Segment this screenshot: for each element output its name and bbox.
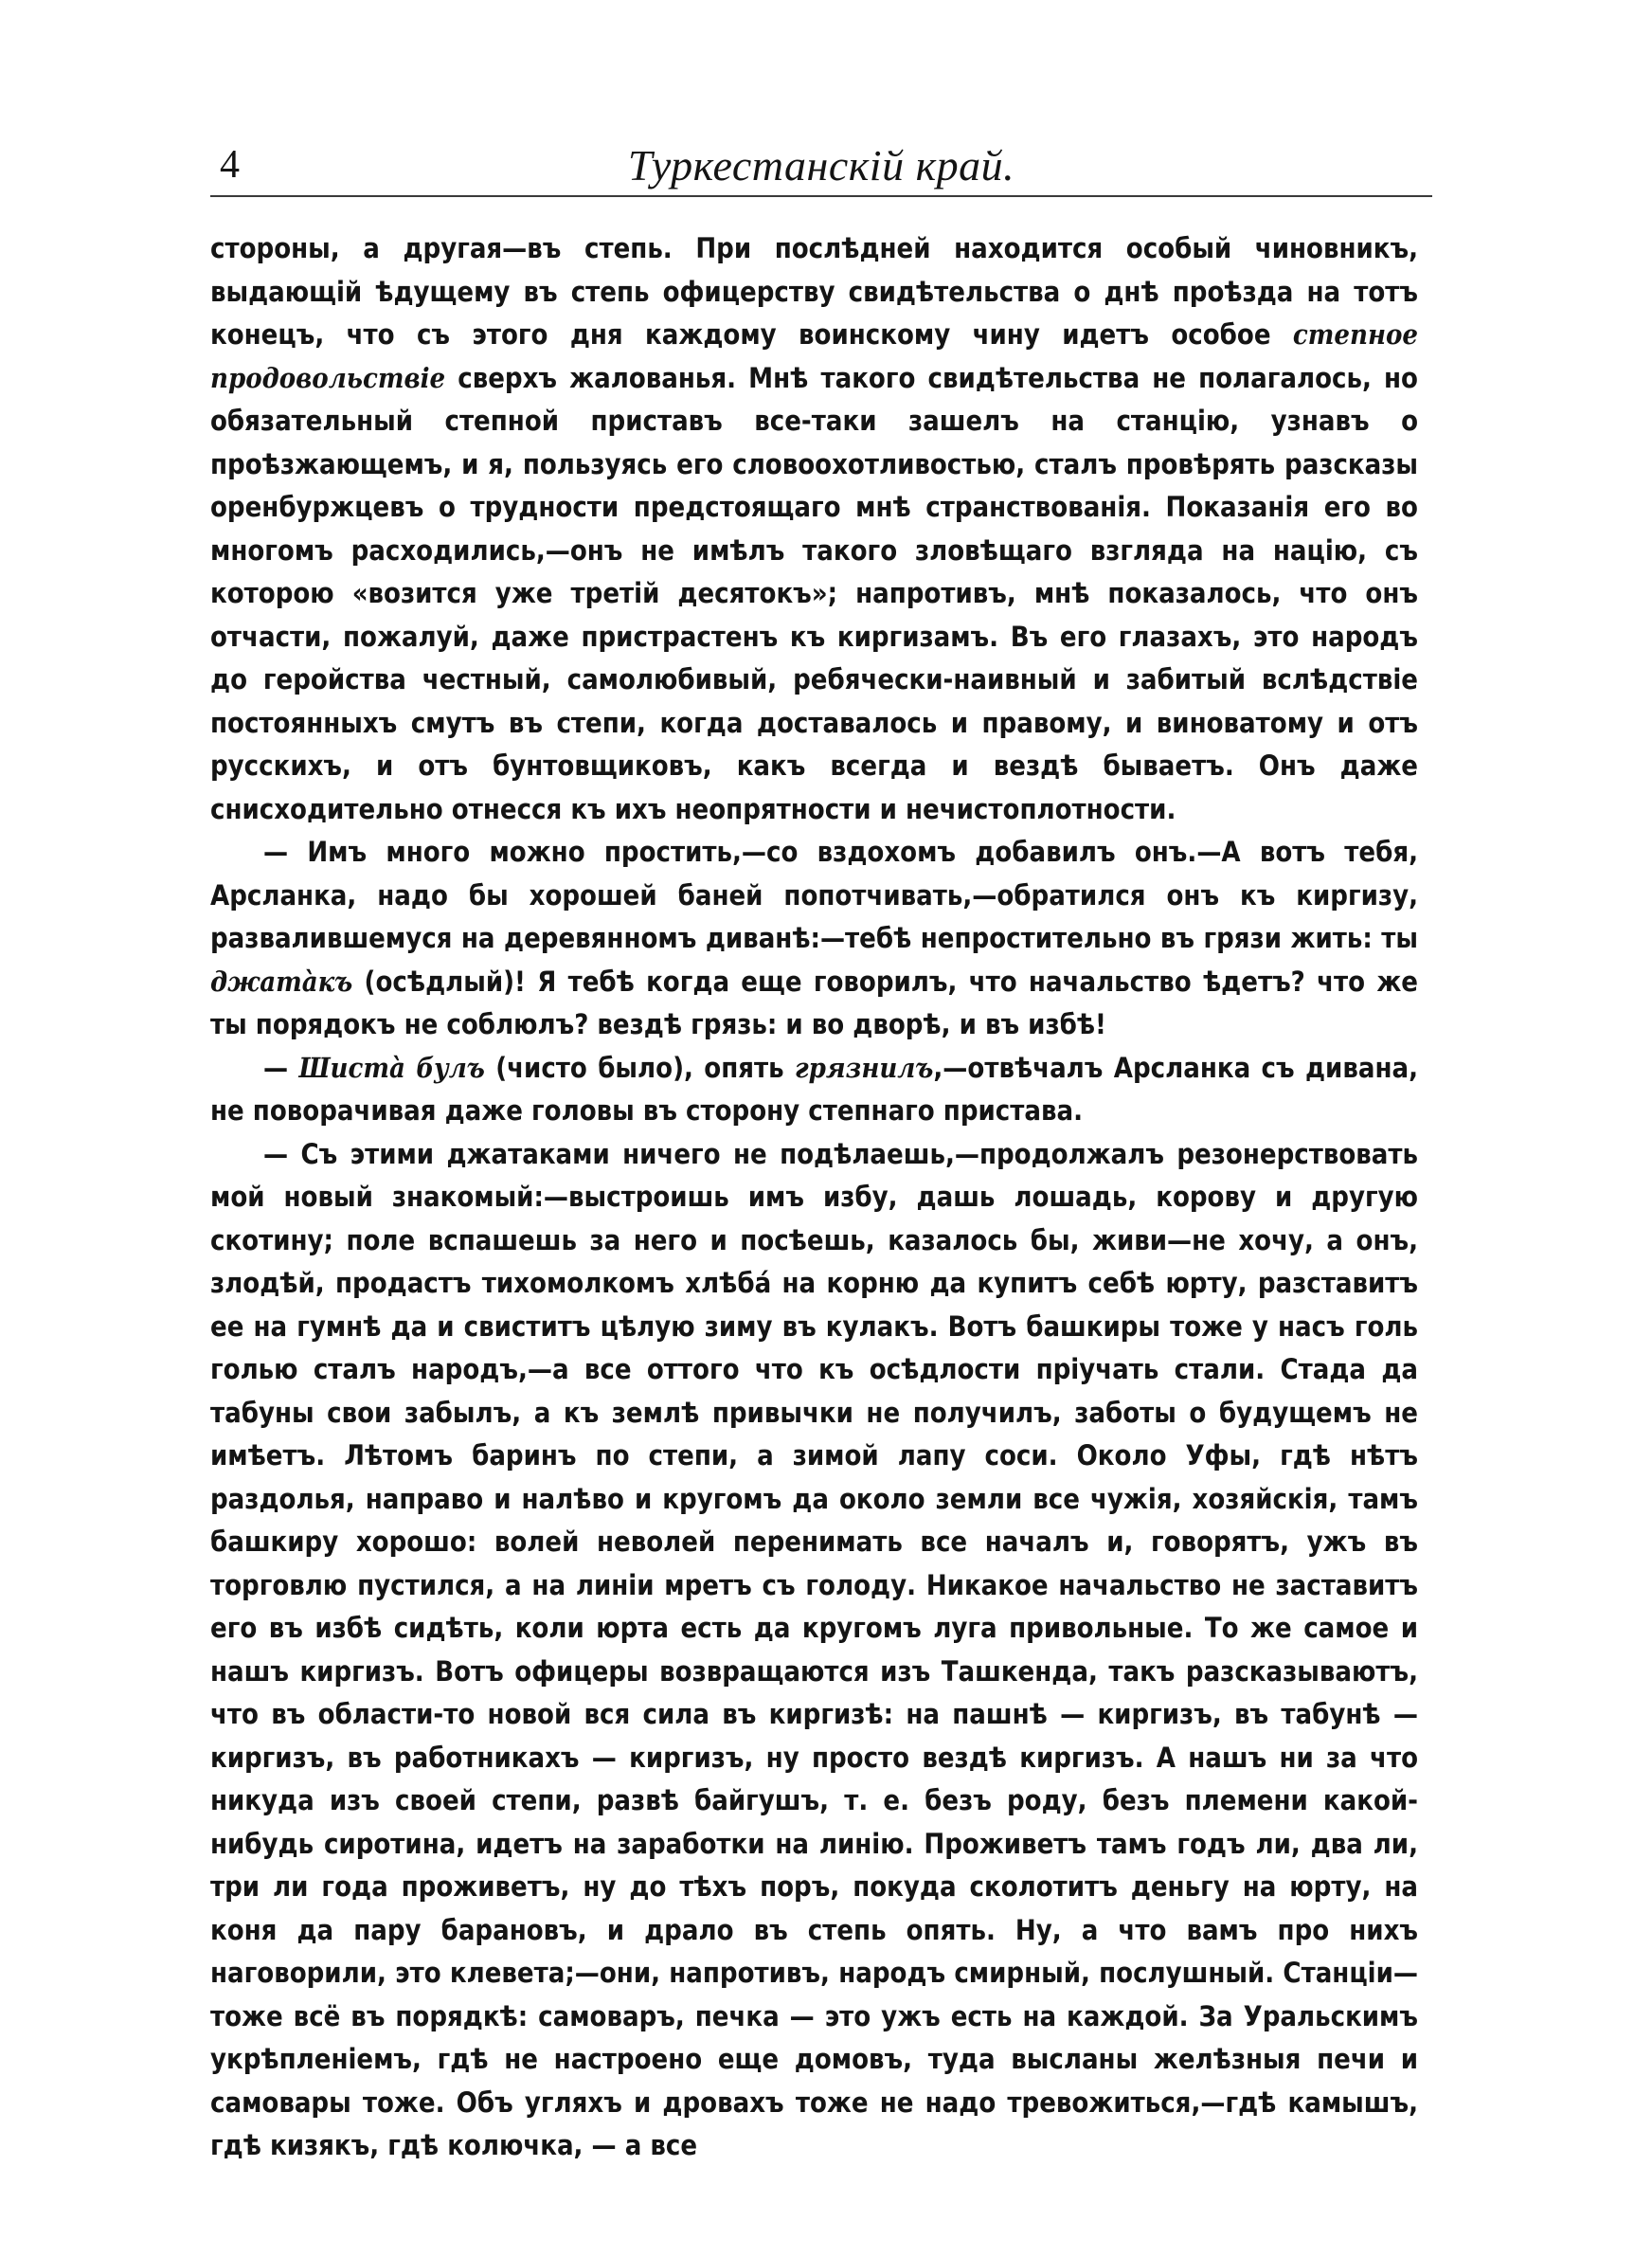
italic-term: грязнилъ	[794, 1051, 934, 1084]
text-segment: — Имъ много можно простить,—со вздохомъ добавилъ онъ.—А вотъ тебя, Арсланка, надо бы хорошей баней попотчивать,—обратился онъ къ киргизу, развалившемуся на деревянномъ диванѣ:—тебѣ непростительно въ грязи жить: ты	[210, 836, 1418, 954]
italic-term: Шистà булъ	[298, 1051, 485, 1084]
italic-term: джатàкъ	[210, 965, 353, 998]
text-segment: сверхъ жалованья. Мнѣ такого свидѣтельства не полагалось, но обязательный степной приставъ все-таки зашелъ на станцію, узнавъ о проѣзжающемъ, и я, пользуясь его словоохотливостью, сталъ провѣрять разсказы оренбуржцевъ о трудности предстоящаго мнѣ странствованія. Показанія его во многомъ расходились,—онъ не имѣлъ такого зловѣщаго взгляда на націю, съ которою «возится уже третій десятокъ»; напротивъ, мнѣ показалось, что онъ отчасти, пожалуй, даже пристрастенъ къ киргизамъ. Въ его глазахъ, это народъ до геройства честный, самолюбивый, ребячески-наивный и забитый вслѣдствіе постоянныхъ смутъ въ степи, когда доставалось и правому, и виноватому и отъ русскихъ, и отъ бунтовщиковъ, какъ всегда и вездѣ бываетъ. Онъ даже снисходительно отнесся къ ихъ неопрятности и нечистоплотности.	[210, 361, 1418, 825]
text-segment: стороны, а другая—въ степь. При послѣдней находится особый чиновникъ, выдающій ѣдущему въ степь офицерству свидѣтельства о днѣ проѣзда на тотъ конецъ, что съ этого дня каждому воинскому чину идетъ особое	[210, 232, 1418, 351]
paragraph-3	[210, 1047, 1418, 1133]
text-segment: ,—отвѣчалъ Арсланка съ дивана, не поворачивая даже головы въ сторону степнаго пристава.	[210, 1051, 1418, 1127]
paragraph-1	[210, 227, 1418, 831]
page-number: 4	[220, 143, 240, 187]
header-rule	[210, 195, 1432, 197]
italic-term: степное продовольствіе	[210, 318, 1418, 394]
running-head	[210, 140, 1432, 193]
body-text	[210, 227, 1418, 2168]
running-title: Туркестанскій край.	[627, 141, 1015, 190]
paragraph-4	[210, 1133, 1418, 2168]
text-segment: (чисто было), опять	[484, 1051, 795, 1084]
text-segment: — Съ этими джатаками ничего не подѣлаешь,—продолжалъ резонерствовать мой новый знакомый:—выстроишь имъ избу, дашь лошадь, корову и другую скотину; поле вспашешь за него и посѣешь, казалось бы, живи—не хочу, а онъ, злодѣй, продастъ тихомолкомъ хлѣбá на корню да купитъ себѣ юрту, разставитъ ее на гумнѣ да и свиститъ цѣлую зиму въ кулакъ. Вотъ башкиры тоже у насъ голь голью сталъ народъ,—а все оттого что къ осѣдлости пріучать стали. Стада да табуны свои забылъ, а къ землѣ привычки не получилъ, заботы о будущемъ не имѣетъ. Лѣтомъ баринъ по степи, а зимой лапу соси. Около Уфы, гдѣ нѣтъ раздолья, направо и налѣво и кругомъ да около земли все чужія, хозяйскія, тамъ башкиру хорошо: волей неволей перенимать все началъ и, говорятъ, ужъ въ торговлю пустился, а на линіи мретъ съ голоду. Никакое начальство не заставитъ его въ избѣ сидѣть, коли юрта есть да кругомъ луга привольные. То же самое и нашъ киргизъ. Вотъ офицеры возвращаются изъ Ташкенда, такъ разсказываютъ, что въ области-то новой вся сила въ киргизѣ: на пашнѣ — киргизъ, въ табунѣ — киргизъ, въ работникахъ — киргизъ, ну просто вездѣ киргизъ. А нашъ ни за что никуда изъ своей степи, развѣ байгушъ, т. е. безъ роду, безъ племени какой-нибудь сиротина, идетъ на заработки на линію. Проживетъ тамъ годъ ли, два ли, три ли года проживетъ, ну до тѣхъ поръ, покуда сколотитъ деньгу на юрту, на коня да пару барановъ, и драло въ степь опять. Ну, а что вамъ про нихъ наговорили, это клевета;—они, напротивъ, народъ смирный, послушный. Станціи—тоже всё въ порядкѣ: самоваръ, печка — это ужъ есть на каждой. За Уральскимъ укрѣпленіемъ, гдѣ не настроено еще домовъ, туда высланы желѣзныя печи и самовары тоже. Объ угляхъ и дровахъ тоже не надо тревожиться,—гдѣ камышъ, гдѣ кизякъ, гдѣ колючка, — а все	[210, 1137, 1418, 2161]
text-segment: (осѣдлый)! Я тебѣ когда еще говорилъ, что начальство ѣдетъ? что же ты порядокъ не соблюлъ? вездѣ грязь: и во дворѣ, и въ избѣ!	[210, 965, 1418, 1040]
text-segment: —	[263, 1051, 299, 1084]
paragraph-2	[210, 831, 1418, 1047]
